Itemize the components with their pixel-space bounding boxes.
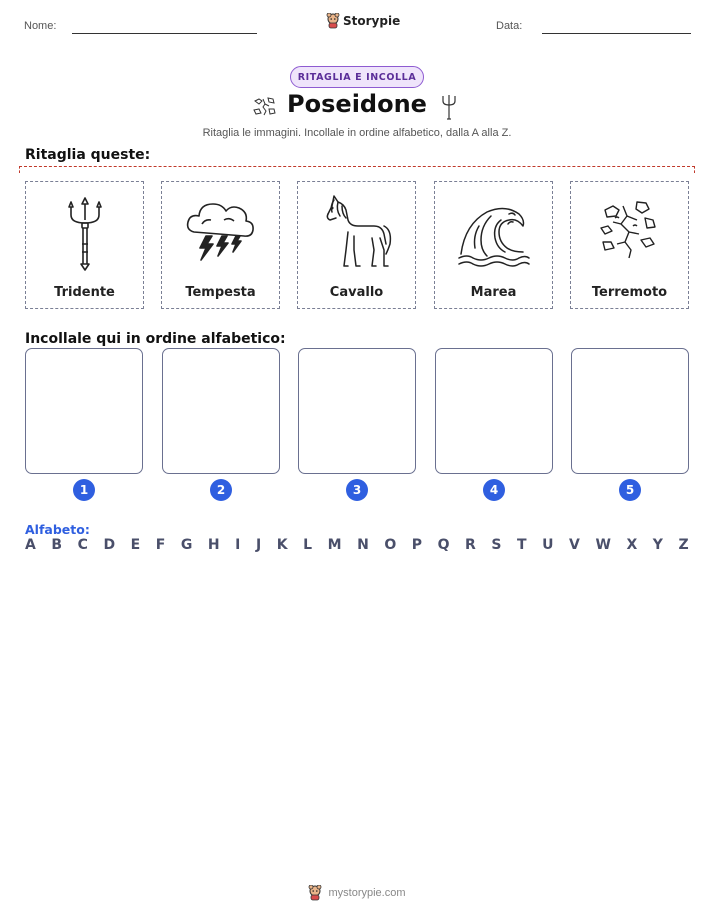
cut-heading: Ritaglia queste: xyxy=(25,147,151,163)
page-title: Poseidone xyxy=(287,90,427,118)
card-label: Tridente xyxy=(54,285,115,300)
activity-badge: RITAGLIA E INCOLLA xyxy=(290,66,424,88)
paste-slot[interactable] xyxy=(435,348,553,474)
slot-number-badge: 1 xyxy=(73,479,95,501)
date-line[interactable] xyxy=(542,33,691,34)
alphabet-letter: A xyxy=(25,537,36,553)
alphabet-letter: S xyxy=(491,537,502,553)
cut-card-marea[interactable] xyxy=(434,181,553,309)
footer-site-link[interactable]: mystorypie.com xyxy=(328,887,406,899)
alphabet-letter: Y xyxy=(652,537,663,553)
trident-icon xyxy=(48,192,122,276)
alphabet-letter: N xyxy=(357,537,369,553)
storypie-mascot-icon xyxy=(326,13,340,29)
alphabet-letter: G xyxy=(180,537,193,553)
footer xyxy=(0,885,714,901)
slot-number-badge: 4 xyxy=(483,479,505,501)
card-label: Tempesta xyxy=(185,285,256,300)
name-line[interactable] xyxy=(72,33,257,34)
cut-line xyxy=(19,166,695,173)
alphabet-letter: P xyxy=(411,537,423,553)
alphabet-letter: W xyxy=(595,537,611,553)
alphabet-letter: I xyxy=(235,537,241,553)
alphabet-letter: O xyxy=(384,537,397,553)
paste-slot[interactable] xyxy=(25,348,143,474)
brand-logo xyxy=(326,13,400,29)
alphabet-letter: M xyxy=(327,537,342,553)
alphabet-letter: B xyxy=(51,537,63,553)
alphabet-letter: Q xyxy=(437,537,450,553)
storm-cloud-icon xyxy=(184,192,258,276)
slot-number-badge: 2 xyxy=(210,479,232,501)
card-label: Cavallo xyxy=(329,285,384,300)
alphabet-letter: E xyxy=(130,537,141,553)
slot-number-badge: 3 xyxy=(346,479,368,501)
alphabet-letter: C xyxy=(77,537,88,553)
paste-heading: Incollale qui in ordine alfabetico: xyxy=(25,331,286,347)
brand-name: Storypie xyxy=(343,14,401,28)
alphabet-letter: X xyxy=(626,537,638,553)
trident-icon xyxy=(441,93,457,121)
alphabet-letter: J xyxy=(255,537,262,553)
cut-card-terremoto[interactable] xyxy=(570,181,689,309)
wave-icon xyxy=(457,192,531,276)
slot-number-badge: 5 xyxy=(619,479,641,501)
alphabet-letter: T xyxy=(517,537,527,553)
paste-slot[interactable] xyxy=(571,348,689,474)
card-label: Marea xyxy=(470,285,517,300)
alphabet-letter: L xyxy=(303,537,313,553)
alphabet-letter: F xyxy=(155,537,166,553)
instructions-text: Ritaglia le immagini. Incollale in ordine alfabetico, dalla A alla Z. xyxy=(202,127,512,139)
storypie-mascot-icon xyxy=(308,885,322,901)
alphabet-letter: Z xyxy=(678,537,689,553)
alphabet-letter: U xyxy=(542,537,554,553)
paste-slot[interactable] xyxy=(298,348,416,474)
earthquake-icon xyxy=(593,192,667,276)
cut-card-cavallo[interactable] xyxy=(297,181,416,309)
alphabet-letter: V xyxy=(569,537,580,553)
alphabet-letter: R xyxy=(465,537,476,553)
cut-card-tridente[interactable] xyxy=(25,181,144,309)
alphabet-letter: D xyxy=(103,537,116,553)
alphabet-heading: Alfabeto: xyxy=(25,522,90,537)
cut-card-tempesta[interactable] xyxy=(161,181,280,309)
alphabet-letter: H xyxy=(207,537,220,553)
alphabet-letter: K xyxy=(276,537,288,553)
paste-slot[interactable] xyxy=(162,348,280,474)
name-label: Nome: xyxy=(24,20,57,32)
horse-icon xyxy=(320,192,394,276)
alphabet-row xyxy=(25,537,689,553)
card-label: Terremoto xyxy=(591,285,668,300)
date-label: Data: xyxy=(496,20,523,32)
